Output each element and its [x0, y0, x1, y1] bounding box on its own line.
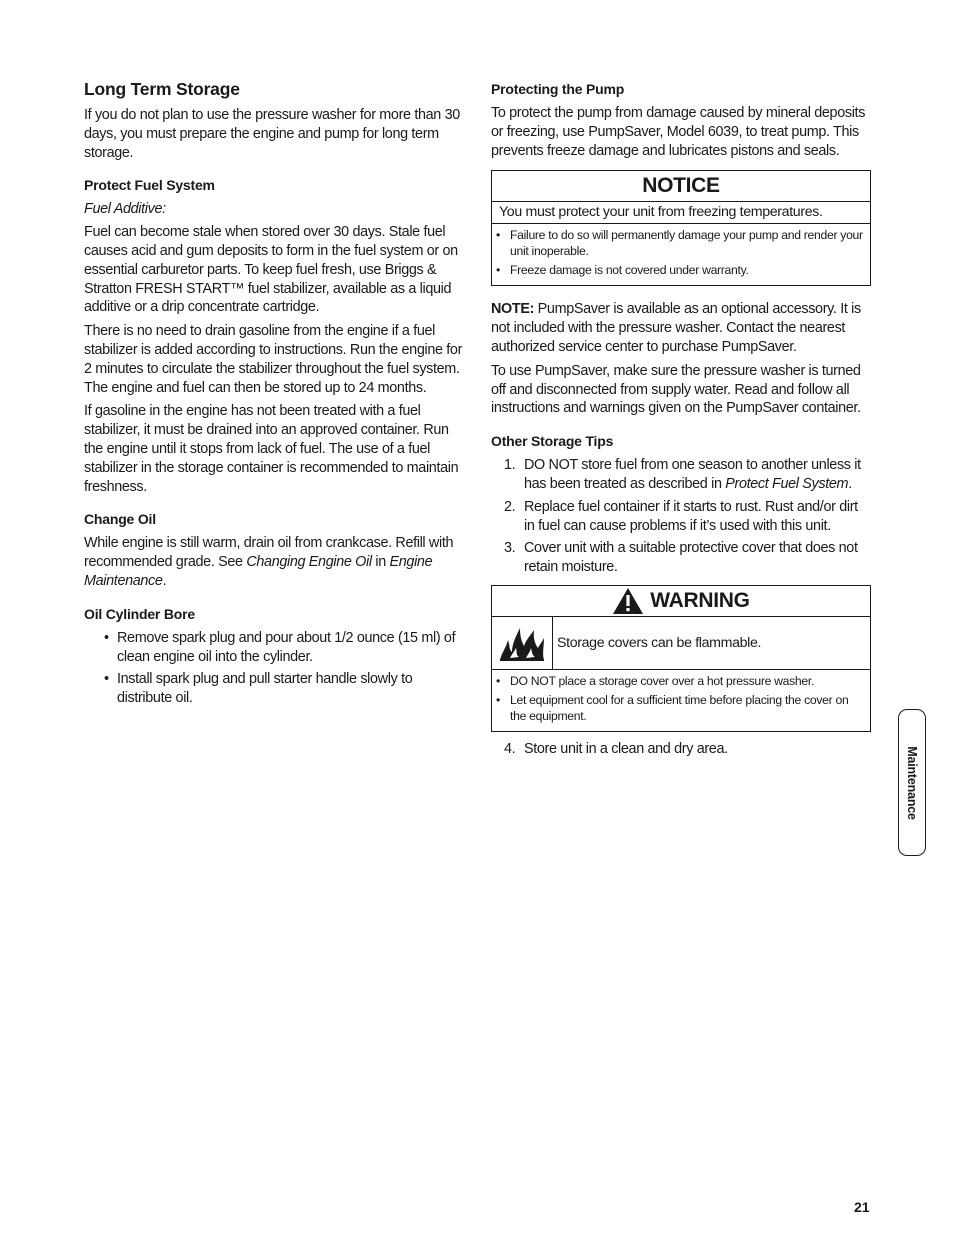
oil-text-c: . — [162, 572, 167, 589]
oil-text-b: in — [371, 554, 390, 571]
warning-header — [492, 586, 870, 617]
fuel-subhead: Fuel Additive: — [84, 201, 166, 218]
list-item: • DO NOT place a storage cover over a hot pressure washer. — [496, 673, 864, 689]
tips-list — [491, 456, 871, 577]
warning-triangle-icon — [612, 587, 644, 615]
oil-text-a: While engine is still warm, drain oil from crankcase. Refill with recommended grade. See — [84, 535, 454, 571]
warning-heading: WARNING — [650, 588, 750, 612]
oil-paragraph — [84, 534, 466, 590]
list-item: • Failure to do so will permanently damage your pump and render your unit inoperable. — [496, 227, 864, 259]
bore-list — [84, 629, 466, 708]
list-item: • Let equipment cool for a sufficient time before placing the cover on the equipment. — [496, 692, 864, 724]
side-tab-label: Maintenance — [905, 745, 920, 820]
item-number: 3. — [504, 540, 516, 557]
oil-ref-changing: Changing Engine Oil — [246, 554, 372, 571]
pump-paragraph: To protect the pump from damage caused by mineral deposits or freezing, use PumpSaver, Model 6039, to treat pump. This prevents freeze damage and lubricates pistons and seals. — [491, 105, 866, 159]
list-item — [504, 456, 871, 494]
fuel-paragraph-1: Fuel can become stale when stored over 30 days. Stale fuel causes acid and gum deposits to form in the fuel system or on essential carburetor parts. To keep fuel fresh, use Briggs & Stratton FRESH START™ fuel stabilizer, available as a liquid additive or a drip concentrate cartridge. — [84, 224, 458, 316]
warning-list — [492, 670, 870, 731]
notice-box — [491, 170, 871, 286]
tip1-text-a: DO NOT store fuel from one season to another unless it has been treated as described in — [524, 457, 861, 492]
note-paragraph — [491, 300, 871, 356]
item-number: 1. — [504, 457, 516, 474]
pumpsaver-paragraph: To use PumpSaver, make sure the pressure washer is turned off and disconnected from supply water. Read and follow all instructions and warnings given on the PumpSaver container. — [491, 362, 861, 417]
list-item: • Install spark plug and pull starter handle slowly to distribute oil. — [104, 670, 466, 708]
list-item — [504, 539, 871, 577]
left-column — [84, 78, 466, 712]
list-item: • Remove spark plug and pour about 1/2 ounce (15 ml) of clean engine oil into the cylinder. — [104, 629, 466, 667]
item-number: 2. — [504, 498, 516, 515]
list-item — [504, 740, 871, 759]
fuel-heading: Protect Fuel System — [84, 177, 215, 194]
tip2-text: Replace fuel container if it starts to rust. Rust and/or dirt in fuel can cause problems if it’s used with this unit. — [524, 498, 858, 534]
note-text: PumpSaver is available as an optional accessory. It is not included with the pressure washer. Contact the nearest authorized service center to purchase PumpSaver. — [491, 301, 861, 355]
right-column — [491, 80, 871, 763]
tip4-text: Store unit in a clean and dry area. — [524, 740, 728, 757]
tip1-text-b: . — [848, 475, 852, 492]
tip3-text: Cover unit with a suitable protective cover that does not retain moisture. — [524, 540, 858, 576]
page-number: 21 — [854, 1199, 870, 1215]
tips-list-continued — [491, 740, 871, 759]
intro-paragraph: If you do not plan to use the pressure washer for more than 30 days, you must prepare the engine and pump for long term storage. — [84, 107, 460, 161]
bore-heading: Oil Cylinder Bore — [84, 605, 195, 622]
notice-lead: You must protect your unit from freezing temperatures. — [492, 202, 870, 224]
list-item: • Freeze damage is not covered under warranty. — [496, 262, 864, 278]
oil-ref-maintenance: Engine Maintenance — [84, 554, 433, 589]
note-label: NOTE: — [491, 301, 535, 318]
fuel-paragraph-2: There is no need to drain gasoline from the engine if a fuel stabilizer is added according to instructions. Run the engine for 2 minutes to circulate the stabilizer throughout the fuel system. The engine and fuel can then be stored up to 24 months. — [84, 323, 463, 396]
tip1-ref: Protect Fuel System — [725, 475, 849, 492]
tips-heading: Other Storage Tips — [491, 433, 614, 450]
oil-heading: Change Oil — [84, 511, 156, 528]
warning-row — [492, 617, 870, 670]
warning-lead: Storage covers can be flammable. — [557, 634, 762, 651]
fire-icon-cell — [492, 617, 553, 669]
section-title: Long Term Storage — [84, 79, 240, 99]
item-number: 4. — [504, 740, 516, 757]
fire-hazard-icon — [498, 624, 546, 662]
warning-box — [491, 585, 871, 732]
notice-list — [492, 224, 870, 285]
section-side-tab — [898, 709, 926, 856]
fuel-paragraph-3: If gasoline in the engine has not been treated with a fuel stabilizer, it must be drained into an approved container. Run the engine until it stops from lack of fuel. The use of a fuel stabilizer in the storage container is recommended to maintain freshness. — [84, 403, 459, 495]
pump-heading: Protecting the Pump — [491, 81, 625, 97]
notice-heading: NOTICE — [492, 171, 870, 202]
list-item — [504, 498, 871, 536]
